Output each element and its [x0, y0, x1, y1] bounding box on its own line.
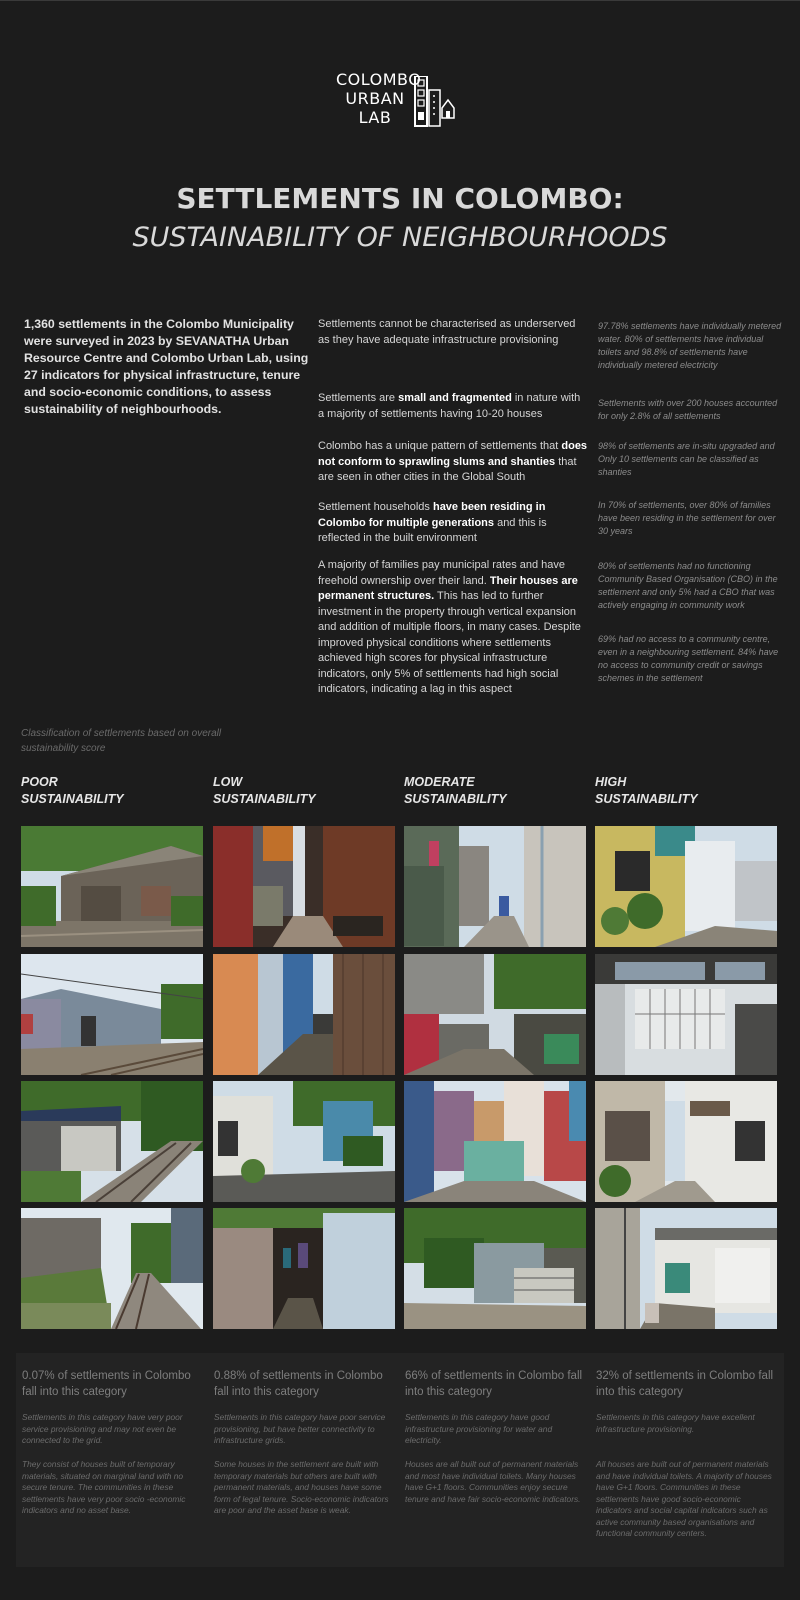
category-word-poor: SUSTAINABILITY [21, 792, 124, 806]
finding-5 [318, 558, 588, 698]
finding-2-text-b: in nature with a majority of settlements having 10-20 houses [318, 392, 581, 420]
stat-2: Settlements with over 200 houses accounted for only 2.8% of all settlements [598, 398, 778, 421]
category-level-high: HIGH [595, 775, 627, 789]
photo-poor-3 [21, 1081, 203, 1202]
category-desc2-poor: They consist of houses built of temporary materials, situated on marginal land with no secure tenure. The communities in these settlements have very poor socio -economic indicators and no asset base. [22, 1459, 186, 1515]
category-desc1-low: Settlements in this category have poor service provisioning, but have better connectivity to infrastructure grids. [214, 1412, 386, 1445]
category-desc1-high: Settlements in this category have excellent infrastructure provisioning. [596, 1412, 755, 1434]
category-level-low: LOW [213, 775, 243, 789]
photo-low-3 [213, 1081, 395, 1202]
finding-4-text-b: and this is reflected in the built environment [318, 516, 547, 544]
finding-4-text-a: Settlement households [318, 501, 433, 513]
finding-1 [318, 317, 588, 348]
stat-4: In 70% of settlements, over 80% of families have been residing in the settlement for over 30 years [598, 500, 776, 536]
category-level-moderate: MODERATE [404, 775, 475, 789]
photo-moderate-3 [404, 1081, 586, 1202]
page-subtitle: SUSTAINABILITY OF NEIGHBOURHOODS [132, 222, 668, 253]
photo-high-2 [595, 954, 777, 1075]
photo-poor-1 [21, 826, 203, 947]
category-heading-high [595, 774, 775, 808]
category-desc2-high: All houses are built out of permanent materials and have individual toilets. A majority of houses have G+1 floors. Communities in these settlements have good socio-economic indicators and social capital indicators such as active community based organisations and functional community centers. [596, 1459, 772, 1538]
finding-2-text-a: Settlements are [318, 392, 399, 404]
photo-low-1 [213, 826, 395, 947]
photo-poor-2 [21, 954, 203, 1075]
stat-1: 97.78% settlements have individually metered water. 80% of settlements have individual toilets and 98.8% of settlements have individually metered electricity [598, 321, 782, 370]
classification-caption: Classification of settlements based on overall sustainability score [21, 728, 222, 754]
category-word-moderate: SUSTAINABILITY [404, 792, 507, 806]
logo-line-1: COLOMBO [336, 70, 422, 89]
photo-poor-4 [21, 1208, 203, 1329]
category-desc1-moderate: Settlements in this category have good infrastructure provisioning for water and electricity. [405, 1412, 553, 1445]
category-level-poor: POOR [21, 775, 58, 789]
finding-5-text-b: This has led to further investment in the property through vertical expansion and addition of multiple floors, in many cases. Despite improved physical conditions where settlements achieved high scores for physical infrastructure indicators, only 5% of settlements had high social indicators, indicating a lag in this aspect [318, 590, 581, 695]
photo-high-3 [595, 1081, 777, 1202]
logo-buildings-icon [414, 76, 464, 128]
category-desc2-low: Some houses in the settlement are built with temporary materials but others are built with permanent materials, and houses have some form of legal tenure. Socio-economic indicators are poor and the asset base is weak. [214, 1459, 389, 1515]
finding-3-text-a: Colombo has a unique pattern of settlements that [318, 440, 562, 452]
finding-2-bold: small and fragmented [398, 392, 512, 404]
photo-moderate-4 [404, 1208, 586, 1329]
finding-5-bold: Their houses are permanent structures. [318, 574, 578, 602]
top-border [0, 0, 800, 1]
stat-6: 69% had no access to a community centre, even in a neighbouring settlement. 84% have no access to community credit or savings schemes in the settlement [598, 634, 779, 683]
photo-low-2 [213, 954, 395, 1075]
category-pct-poor: 0.07% of settlements in Colombo fall into this category [22, 1370, 191, 1398]
category-desc2-moderate: Houses are all built out of permanent materials and most have individual toilets. Many houses have G+1 floors. Communities enjoy secure tenure and have fair socio-economic indicators. [405, 1459, 581, 1504]
logo-line-3: LAB [358, 108, 392, 127]
page-title: SETTLEMENTS IN COLOMBO: [176, 182, 624, 215]
colombo-urban-lab-logo [336, 70, 466, 132]
photo-moderate-2 [404, 954, 586, 1075]
category-desc1-poor: Settlements in this category have very poor service provisioning and may not even be connected to the grid. [22, 1412, 183, 1445]
stat-5: 80% of settlements had no functioning Community Based Organisation (CBO) in the settlement and only 5% had a CBO that was actively engaging in community work [598, 561, 778, 610]
stat-3: 98% of settlements are in-situ upgraded and Only 10 settlements can be classified as shanties [598, 441, 775, 477]
finding-3-bold: does not conform to sprawling slums and shanties [318, 440, 588, 468]
finding-2 [318, 391, 588, 422]
finding-1-text-a: Settlements cannot be characterised as underserved as they have adequate infrastructure provisioning [318, 318, 576, 346]
logo-text [336, 70, 422, 127]
category-pct-high: 32% of settlements in Colombo fall into this category [596, 1370, 774, 1398]
intro-text: 1,360 settlements in the Colombo Municipality were surveyed in 2023 by SEVANATHA Urban Resource Centre and Colombo Urban Lab, using 27 indicators for physical infrastructure, tenure and socio-economic conditions, to assess sustainability of neighbourhoods. [24, 317, 309, 416]
category-word-high: SUSTAINABILITY [595, 792, 698, 806]
photo-high-4 [595, 1208, 777, 1329]
finding-3-text-b: that are seen in other cities in the Global South [318, 455, 577, 483]
category-pct-moderate: 66% of settlements in Colombo fall into this category [405, 1370, 583, 1398]
category-heading-poor [21, 774, 201, 808]
finding-5-text-a: A majority of families pay municipal rates and have freehold ownership over their land. [318, 559, 566, 587]
logo-line-2: URBAN [345, 89, 405, 108]
category-pct-low: 0.88% of settlements in Colombo fall into this category [214, 1370, 383, 1398]
finding-4-bold: have been residing in Colombo for multiple generations [318, 501, 546, 529]
photo-low-4 [213, 1208, 395, 1329]
category-heading-moderate [404, 774, 584, 808]
photo-high-1 [595, 826, 777, 947]
category-word-low: SUSTAINABILITY [213, 792, 316, 806]
photo-moderate-1 [404, 826, 586, 947]
category-heading-low [213, 774, 393, 808]
finding-4 [318, 500, 588, 547]
finding-3 [318, 439, 588, 486]
